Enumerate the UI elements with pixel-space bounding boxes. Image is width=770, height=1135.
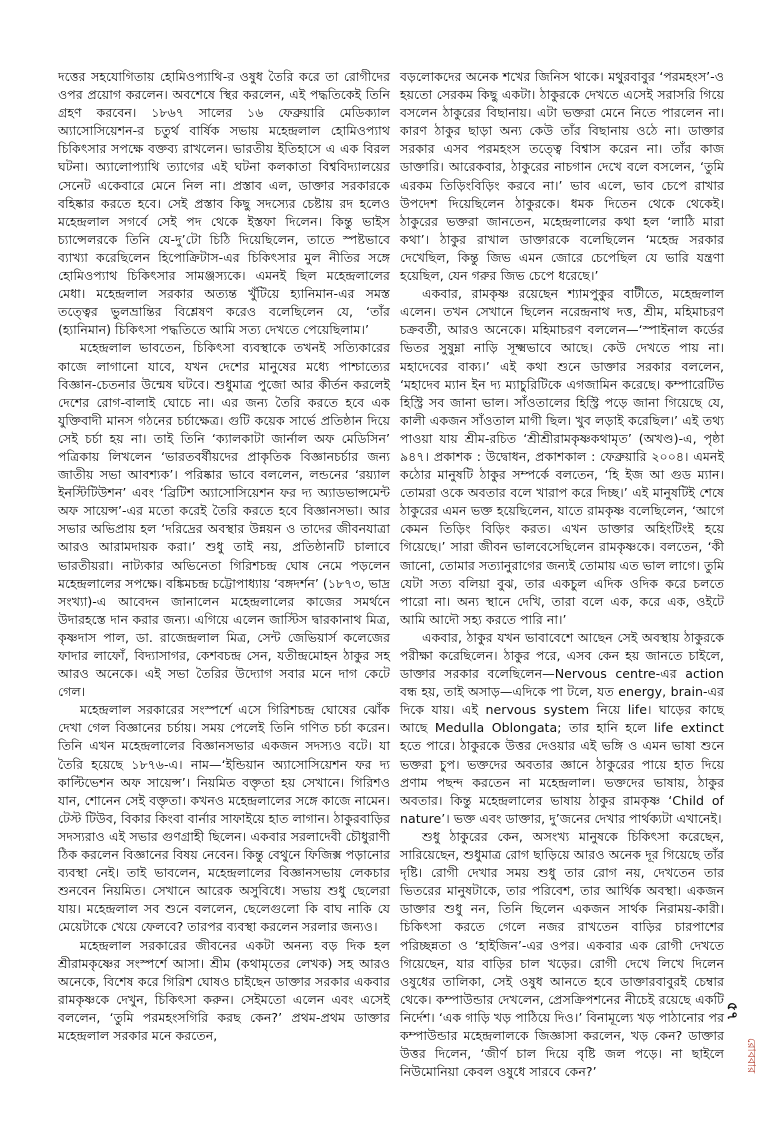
paragraph: শুধু ঠাকুরের কেন, অসংখ্য মানুষকে চিকিৎসা করেছেন, সারিয়েছেন, শুধুমাত্র রোগ ছাড়িয়ে আরও অনেক দূর গিয়েছে তাঁর দৃষ্টি। রোগী দেখার সময় শুধু তার রোগ নয়, দেখতেন তার ভিতরের মানুষটাকে, তার পরিবেশ, তার আর্থিক অবস্থা। একজন ডাক্তার শুধু নন, তিনি ছিলেন একজন সার্থক নিরাময়-কারী। চিকিৎসা করতে গেলে নজর রাখতেন বাড়ির চারপাশের পরিচ্ছন্নতা ও ‘হাইজিন’-এর ওপর। একবার এক রোগী দেখতে গিয়েছেন, যার বাড়ির চাল খড়ের। রোগী দেখে লিখে দিলেন ওষুধের তালিকা, সেই ওষুধ আনতে হবে ডাক্তারবাবুরই চেম্বার থেকে। কম্পাউন্ডার দেখলেন, প্রেসক্রিপশনের নীচেই রয়েছে একটি নির্দেশ। ‘এক গাড়ি খড় পাঠিয়ে দিও।’ বিনামূল্যে খড় পাঠানোর পর কম্পাউন্ডার মহেন্দ্রলালকে জিজ্ঞাসা করলেন, খড় কেন? ডাক্তার উত্তর দিলেন, ‘জীর্ণ চাল দিয়ে বৃষ্টি জল পড়ে। না ছাইলে নিউমোনিয়া কেবল ওষুধে সারবে কেন?’	[400, 828, 724, 1080]
left-text-column	[58, 68, 390, 1045]
paragraph: মহেন্দ্রলাল সরকারের সংস্পর্শে এসে গিরিশচন্দ্র ঘোষের ঝোঁক দেখা গেল বিজ্ঞানের চর্চায়। সময় পেলেই তিনি গণিত চর্চা করেন। তিনি এখন মহেন্দ্রলালের বিজ্ঞানসভার একজন সদস্যও বটে। যা তৈরি হয়েছে ১৮৭৬-এ। নাম—‘ইন্ডিয়ান অ্যাসোসিয়েশন ফর দ্য কাল্টিভেশন অফ সায়েন্স’। নিয়মিত বক্তৃতা হয় সেখানে। গিরিশও যান, শোনেন সেই বক্তৃতা। কখনও মহেন্দ্রলালের সঙ্গে কাজে নামেন। টেস্ট টিউব, বিকার কিংবা বার্নার সাফাইয়ে হাত লাগান। ঠাকুরবাড়ির সদস্যরাও এই সভার গুণগ্রাহী ছিলেন। একবার সরলাদেবী চৌধুরাণী ঠিক করলেন বিজ্ঞানের বিষয় নেবেন। কিন্তু বেথুনে ফিজিক্স পড়ানোর ব্যবস্থা নেই। তাই ভাবলেন, মহেন্দ্রলালের বিজ্ঞানসভায় লেকচার শুনবেন নিয়মিত। সেখানে আরেক অসুবিধে। সভায় শুধু ছেলেরা যায়। মহেন্দ্রলাল সব শুনে বললেন, ছেলেগুলো কি বাঘ নাকি যে মেয়েটাকে খেয়ে ফেলবে? তারপর ব্যবস্থা করলেন সরলার জন্যও।	[58, 702, 390, 935]
paragraph: একবার, রামকৃষ্ণ রয়েছেন শ্যামপুকুর বাটীতে, মহেন্দ্রলাল এলেন। তখন সেখানে ছিলেন নরেন্দ্রনাথ দত্ত, শ্রীম, মহিমাচরণ চক্রবর্তী, আরও অনেকে। মহিমাচরণ বললেন—‘স্পাইনাল কর্ডের ভিতর সুষুম্না নাড়ি সূক্ষ্মভাবে আছে। কেউ দেখতে পায় না। মহাদেবের বাক্য।’ এই কথা শুনে ডাক্তার সরকার বললেন, ‘মহাদেব ম্যান ইন দ্য ম্যাচুরিটিকে এগজামিন করেছে। কম্পারেটিভ হিস্ট্রি সব জানা ভাল। সাঁওতালের হিস্ট্রি পড়ে জানা গিয়েছে যে, কালী একজন সাঁওতাল মাগী ছিল। খুব লড়াই করেছিল।’ এই তথ্য পাওয়া যায় শ্রীম-রচিত ‘শ্রীশ্রীরামকৃষ্ণকথামৃত’ (অখণ্ড)-এ, পৃষ্ঠা ৯৪৭। প্রকাশক : উদ্বোধন, প্রকাশকাল : ফেব্রুয়ারি ২০০৪। এমনই কঠোর মানুষটি ঠাকুর সম্পর্কে বলতেন, ‘হি ইজ আ গুড ম্যান। তোমরা ওকে অবতার বলে খারাপ করে দিচ্ছ।’ এই মানুষটিই শেষে ঠাকুরের এমন ভক্ত হয়েছিলেন, যাতে রামকৃষ্ণ বলেছিলেন, ‘আগে কেমন তিড়িং বিড়িং করত। এখন ডাক্তার অহিংটিংই হয়ে গিয়েছে।’ সারা জীবন ভালবেসেছিলেন রামকৃষ্ণকে। বলতেন, ‘কী জানো, তোমার সত্যানুরাগের জন্যই তোমায় এত ভাল লাগে। তুমি যেটা সত্য বলিয়া বুঝ, তার একচুল এদিক ওদিক করে চলতে পারো না। অন্য স্থানে দেখি, তারা বলে এক, করে এক, ওইটে আমি আদৌ সহ্য করতে পারি না।’	[400, 286, 724, 627]
page-number: ৫৭	[724, 1002, 740, 1021]
paragraph: মহেন্দ্রলাল সরকারের জীবনের একটা অনন্য বড় দিক হল শ্রীরামকৃষ্ণের সংস্পর্শে আসা। শ্রীম (কথামৃতের লেখক) সহ আরও অনেকে, বিশেষ করে গিরিশ ঘোষও চাইছেন ডাক্তার সরকার একবার রামকৃষ্ণকে দেখুন, চিকিৎসা করুন। সেইমতো এলেন এবং এসেই বললেন, ‘তুমি পরমহংসগিরি করছ কেন?’ প্রথম-প্রথম ডাক্তার মহেন্দ্রলাল সরকার মনে করতেন,	[58, 937, 390, 1043]
paragraph: বড়লোকদের অনেক শখের জিনিস থাকে। মথুরবাবুর ‘পরমহংস’-ও হয়তো সেরকম কিছু একটা। ঠাকুরকে দেখতে এসেই সরাসরি গিয়ে বসলেন ঠাকুরের বিছানায়। এটা ভক্তরা মেনে নিতে পারলেন না। কারণ ঠাকুর ছাড়া অন্য কেউ তাঁর বিছানায় ওঠে না। ডাক্তার সরকার এসব পরমহংস তত্ত্বে বিশ্বাস করেন না। তাঁর কাজ ডাক্তারি। আরেকবার, ঠাকুরের নাচগান দেখে বলে বসলেন, ‘তুমি এরকম তিড়িংবিড়িং করবে না।’ ভাব এলে, ভাব চেপে রাখার উপদেশ দিয়েছিলেন ঠাকুরকে। ধমক দিতেন থেকে থেকেই। ঠাকুরের ভক্তরা জানতেন, মহেন্দ্রলালের কথা হল ‘লাঠি মারা কথা’। ঠাকুর রাখাল ডাক্তারকে বলেছিলেন ‘মহেন্দ্র সরকার দেখেছিল, কিন্তু জিভ এমন জোরে চেপেছিল যে ভারি যন্ত্রণা হয়েছিল, যেন গরুর জিভ চেপে ধরেছে।’	[400, 69, 724, 284]
paragraph: একবার, ঠাকুর যখন ভাবাবেশে আছেন সেই অবস্থায় ঠাকুরকে পরীক্ষা করেছিলেন। ঠাকুর পরে, এসব কেন হয় জানতে চাইলে, ডাক্তার সরকার বলেছিলেন—Nervous centre-এর action বন্ধ হয়, তাই অসাড়—এদিকে পা টলে, যত energy, brain-এর দিকে যায়। এই nervous system নিয়ে life। ঘাড়ের কাছে আছে Medulla Oblongata; তার হানি হলে life extinct হতে পারে। ঠাকুরকে উত্তর দেওয়ার এই ভঙ্গি ও এমন ভাষা শুনে ভক্তরা চুপ। ভক্তদের অবতার জ্ঞানে ঠাকুরের পায়ে হাত দিয়ে প্রণাম পছন্দ করতেন না মহেন্দ্রলাল। ভক্তদের ভাষায়, ঠাকুর অবতার। কিন্তু মহেন্দ্রলালের ভাষায় ঠাকুর রামকৃষ্ণ ‘Child of nature’। ভক্ত এবং ডাক্তার, দু’জনের দেখার পার্থক্যটা এখানেই।	[400, 629, 724, 826]
magazine-name: রোববার	[745, 1038, 758, 1074]
paragraph: দত্তের সহযোগিতায় হোমিওপ্যাথি-র ওষুধ তৈরি করে তা রোগীদের ওপর প্রয়োগ করলেন। অবশেষে স্থির করলেন, এই পদ্ধতিকেই তিনি গ্রহণ করবেন। ১৮৬৭ সালের ১৬ ফেব্রুয়ারি মেডিক্যাল অ্যাসোসিয়েশন-র চতুর্থ বার্ষিক সভায় মহেন্দ্রলাল হোমিওপ্যাথ চিকিৎসার সপক্ষে বক্তব্য রাখলেন। ভারতীয় ইতিহাসে এ এক বিরল ঘটনা। অ্যালোপ্যাথি ত্যাগের এই ঘটনা কলকাতা বিশ্ববিদ্যালয়ের সেনেট একেবারে মেনে নিল না। প্রস্তাব এল, ডাক্তার সরকারকে বহিষ্কার করতে হবে। সেই প্রস্তাব কিছু সদস্যের চেষ্টায় রদ হলেও মহেন্দ্রলাল সগর্বে সেই পদ থেকে ইস্তফা দিলেন। কিন্তু ভাইস চ্যান্সেলরকে তিনি যে-দু’টো চিঠি দিয়েছিলেন, তাতে স্পষ্টভাবে ব্যাখ্যা করেছিলেন হিপোক্রিটাস-এর চিকিৎসার মুল নীতির সঙ্গে হোমিওপ্যাথ চিকিৎসার সামঞ্জস্যকে। এমনই ছিল মহেন্দ্রলালের মেধা। মহেন্দ্রলাল সরকার অত্যন্ত খুঁটিয়ে হ্যানিমান-এর সমস্ত তত্ত্বের ভুলভ্রান্তির বিশ্লেষণ করেও বলেছিলেন যে, ‘তাঁর (হ্যানিমান) চিকিৎসা পদ্ধতিতে আমি সত্য দেখতে পেয়েছিলাম।’	[58, 69, 390, 338]
paragraph: মহেন্দ্রলাল ভাবতেন, চিকিৎসা ব্যবস্থাকে তখনই সত্যিকারের কাজে লাগানো যাবে, যখন দেশের মানুষের মধ্যে পাশ্চাত্যের বিজ্ঞান-চেতনার উন্মেষ ঘটবে। শুধুমাত্র পুজো আর কীর্তন করলেই দেশের রোগ-বালাই ঘোচে না। এর জন্য তৈরি করতে হবে এক যুক্তিবাদী মানস গঠনের চর্চাক্ষেত্র। গুটি কয়েক সার্ভে প্রতিষ্ঠান দিয়ে সেই চর্চা হয় না। তাই তিনি ‘ক্যালকাটা জার্নাল অফ মেডিসিন’ পত্রিকায় লিখলেন ‘ভারতবর্ষীয়দের প্রাকৃতিক বিজ্ঞানচর্চার জন্য জাতীয় সভা আবশ্যক’। পরিষ্কার ভাবে বললেন, লন্ডনের ‘রয়্যাল ইনস্টিটিউশন’ এবং ‘ব্রিটিশ অ্যাসোসিয়েশন ফর দ্য অ্যাডভান্সমেন্ট অফ সায়েন্স’-এর মতো করেই তৈরি করতে হবে বিজ্ঞানসভা। আর সভার অভিপ্রায় হল ‘দরিদ্রের অবস্থার উন্নয়ন ও তাদের জীবনযাত্রা আরও আরামদায়ক করা।’ শুধু তাই নয়, প্রতিষ্ঠানটি চালাবে ভারতীয়রা। নাট্যকার অভিনেতা গিরিশচন্দ্র ঘোষ নেমে পড়লেন মহেন্দ্রলালের সপক্ষে। বঙ্কিমচন্দ্র চট্টোপাধ্যায় ‘বঙ্গদর্শন’ (১৮৭৩, ভাদ্র সংখ্যা)-এ আবেদন জানালেন মহেন্দ্রলালের কাজের সমর্থনে উদারহস্তে দান করার জন্য। এগিয়ে এলেন জাস্টিস দ্বারকানাথ মিত্র, কৃষ্ণদাস পাল, ডা. রাজেন্দ্রলাল মিত্র, সেন্ট জেভিয়ার্স কলেজের ফাদার লাফোঁ, বিদ্যাসাগর, কেশবচন্দ্র সেন, যতীন্দ্রমোহন ঠাকুর সহ আরও অনেকে। এই সভা তৈরির উদ্যোগ সবার মনে দাগ কেটে গেল।	[58, 340, 390, 700]
right-text-column	[400, 68, 724, 1081]
